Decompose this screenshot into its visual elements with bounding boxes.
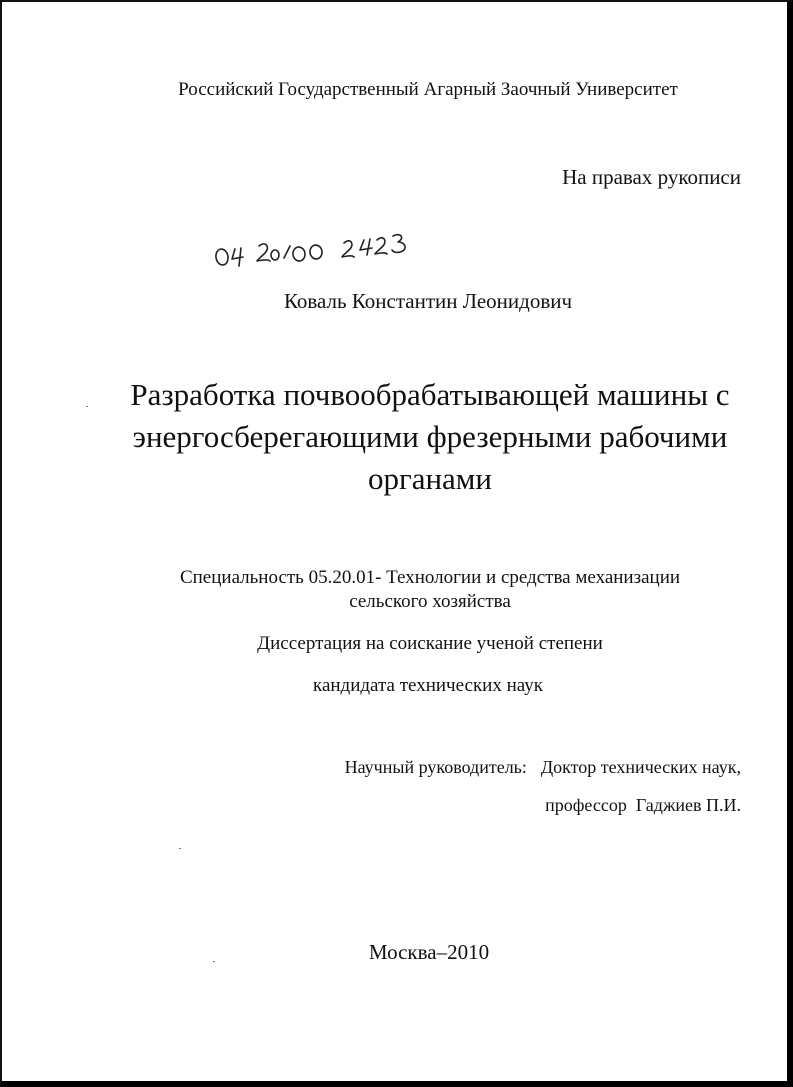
manuscript-note: На правах рукописи <box>562 165 741 189</box>
supervisor-label: Научный руководитель: <box>344 757 527 777</box>
supervisor-name: профессор Гаджиев П.И. <box>545 795 741 815</box>
city-year: Москва–2010 <box>368 940 490 964</box>
scan-speck <box>213 961 215 962</box>
supervisor-degree: Доктор технических наук, <box>540 757 741 777</box>
scan-speck <box>179 848 181 849</box>
university-name: Российский Государственный Агарный Заочный Университет <box>178 79 678 100</box>
title-line: энергосберегающими фрезерными рабочими <box>132 419 728 454</box>
degree-name: кандидата технических наук <box>313 675 543 696</box>
scan-speck <box>86 406 88 407</box>
handwritten-registration-number <box>212 228 422 270</box>
specialty-line: сельского хозяйства <box>349 591 511 612</box>
dissertation-title <box>80 374 780 500</box>
title-line: органами <box>367 461 493 496</box>
author-name: Коваль Константин Леонидович <box>283 289 573 313</box>
title-line: Разработка почвообрабатывающей машины с <box>130 377 730 412</box>
specialty-line: Специальность 05.20.01- Технологии и средства механизации <box>179 567 681 588</box>
supervisor-line <box>345 757 741 778</box>
specialty <box>100 566 760 614</box>
degree-statement: Диссертация на соискание ученой степени <box>257 633 603 654</box>
